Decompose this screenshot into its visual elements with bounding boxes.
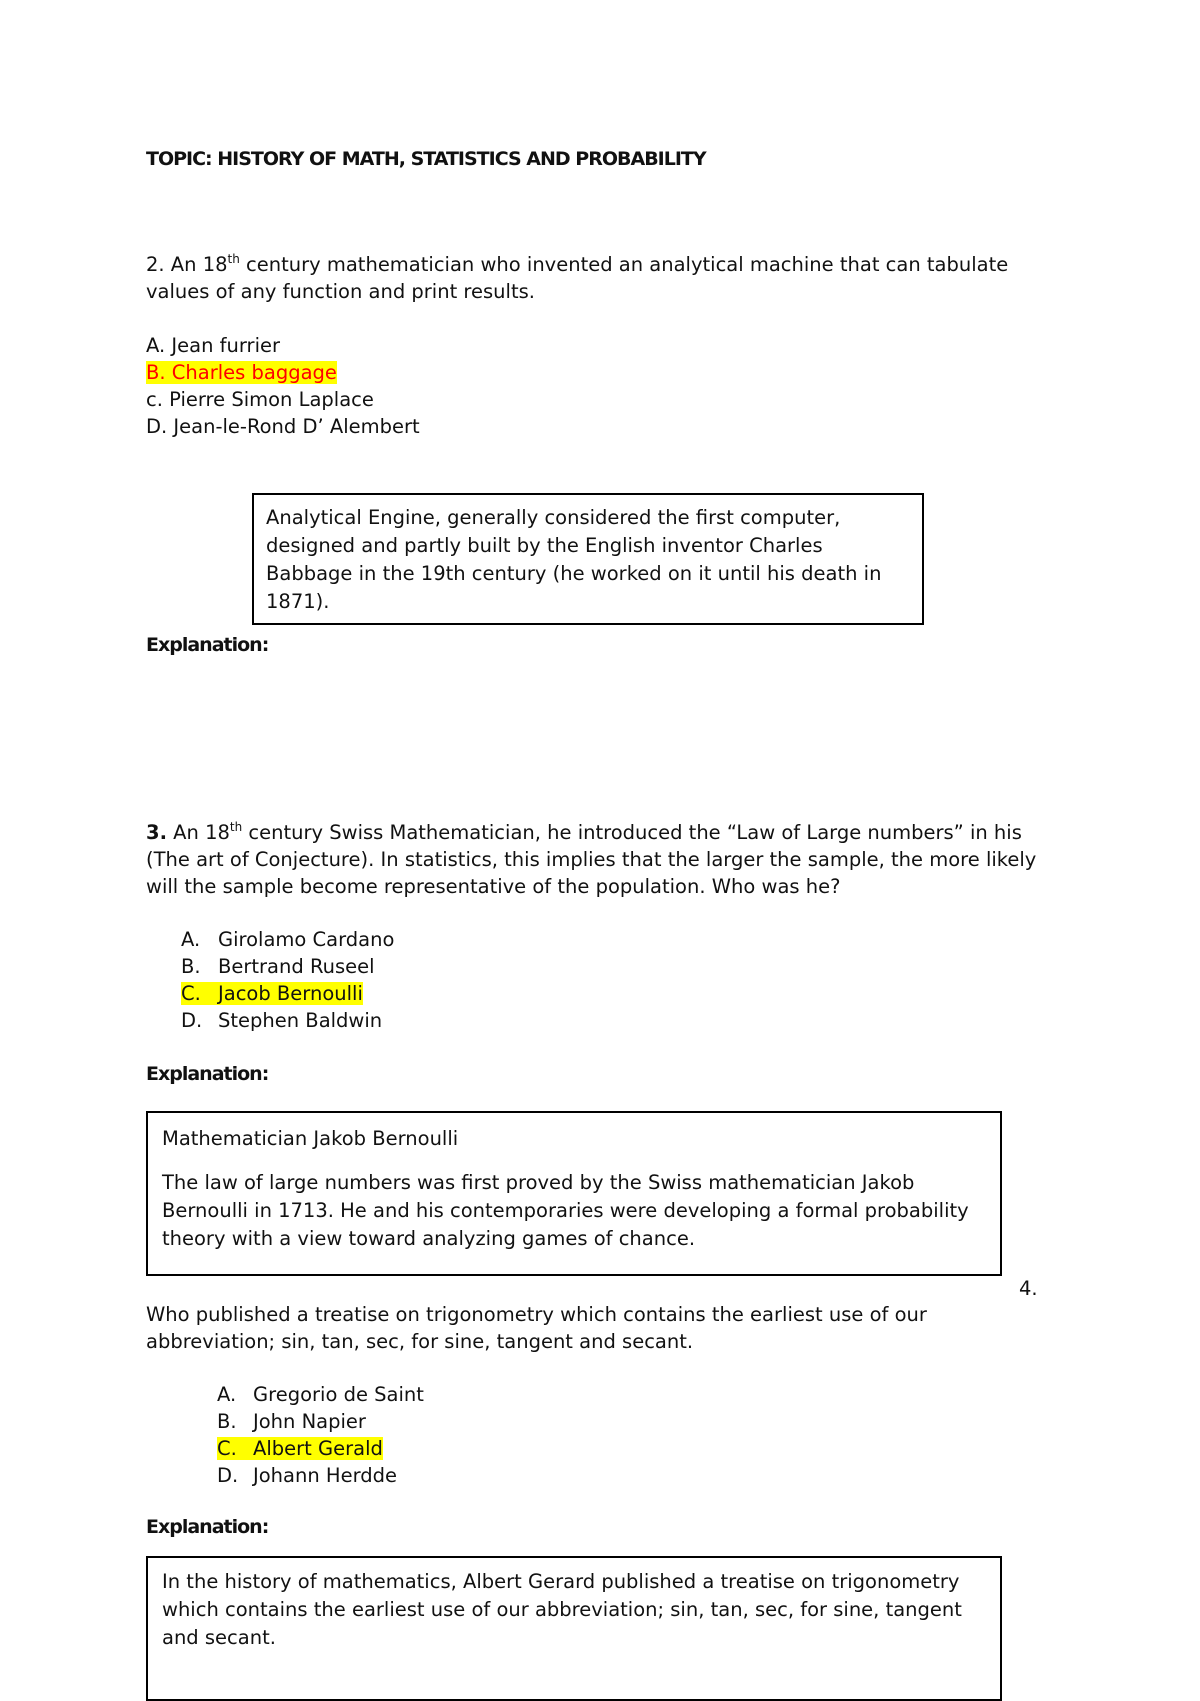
question-3-line-3: will the sample become representative of the population. Who was he? — [146, 875, 841, 898]
question-3-option-c — [181, 980, 394, 1007]
question-4-answer-highlight: C. Albert Gerald — [217, 1437, 383, 1460]
question-2-explanation-box: Analytical Engine, generally considered the first computer, designed and partly built by the English inventor Charles Babbage in the 19th century (he worked on it until his death in 1871). — [252, 493, 924, 625]
question-3-number: 3. — [146, 821, 167, 844]
question-2-text — [146, 251, 1008, 305]
question-2-line-2: values of any function and print results. — [146, 280, 535, 303]
question-2-explanation-label: Explanation: — [146, 634, 269, 656]
question-3-option-b: B. Bertrand Ruseel — [181, 955, 375, 978]
question-3-options — [181, 926, 394, 1034]
question-3-text — [146, 819, 1036, 900]
question-3-line-1: 3. An 18th century Swiss Mathematician, he introduced the “Law of Large numbers” in his — [146, 820, 1022, 844]
question-3-explanation-label: Explanation: — [146, 1063, 269, 1085]
question-2-answer-highlight: B. Charles baggage — [146, 361, 337, 384]
question-4-option-d: D. Johann Herdde — [217, 1464, 397, 1487]
question-2-option-d: D. Jean-le-Rond D’ Alembert — [146, 415, 420, 438]
question-3-option-d: D. Stephen Baldwin — [181, 1009, 383, 1032]
question-2-option-c: c. Pierre Simon Laplace — [146, 388, 374, 411]
question-3-line-2: (The art of Conjecture). In statistics, this implies that the larger the sample, the more likely — [146, 848, 1037, 871]
question-4-option-a: A. Gregorio de Saint — [217, 1383, 424, 1406]
question-3-answer-highlight: C. Jacob Bernoulli — [181, 982, 363, 1005]
question-2-line-1: 2. An 18th century mathematician who invented an analytical machine that can tabulate — [146, 252, 1009, 276]
question-2-option-b — [146, 359, 420, 386]
question-4-explanation-box: In the history of mathematics, Albert Gerard published a treatise on trigonometry which contains the earliest use of our abbreviation; sin, tan, sec, for sine, tangent and secant. — [146, 1556, 1002, 1701]
question-3-option-a: A. Girolamo Cardano — [181, 928, 395, 951]
question-4-option-c — [217, 1435, 424, 1462]
question-4-explanation-label: Explanation: — [146, 1516, 269, 1538]
question-4-option-b: B. John Napier — [217, 1410, 366, 1433]
question-2-option-a: A. Jean furrier — [146, 334, 280, 357]
question-3-explanation-box: Mathematician Jakob Bernoulli The law of large numbers was first proved by the Swiss mathematician Jakob Bernoulli in 1713. He and his contemporaries were developing a formal probability theory with a view toward analyzing games of chance. — [146, 1111, 1002, 1276]
topic-heading: TOPIC: HISTORY OF MATH, STATISTICS AND PROBABILITY — [146, 148, 706, 170]
question-4-text: Who published a treatise on trigonometry which contains the earliest use of our abbreviation; sin, tan, sec, for sine, tangent and secant. — [146, 1303, 927, 1353]
question-3-box-title: Mathematician Jakob Bernoulli — [162, 1127, 459, 1150]
question-2-options — [146, 332, 420, 440]
question-4-number: 4. — [1019, 1277, 1038, 1300]
question-4-options — [217, 1381, 424, 1489]
